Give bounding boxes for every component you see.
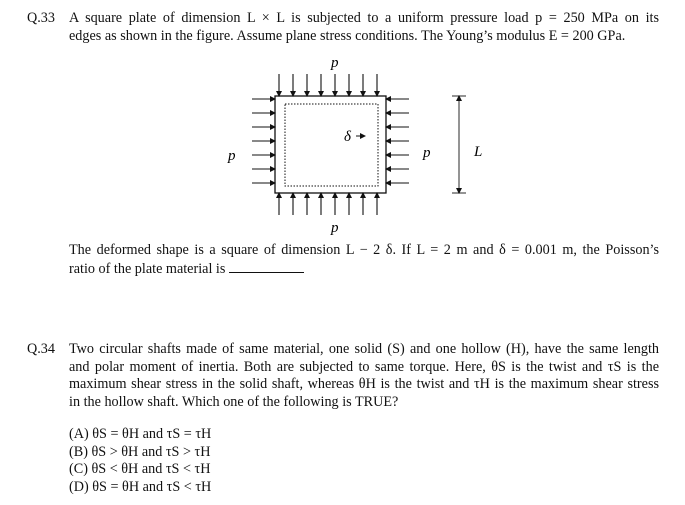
label-delta: δ — [344, 129, 351, 145]
question-line: maximum shear stress in the solid shaft, whereas θH is the twist and τH is the maximum shear stress — [69, 376, 659, 392]
answer-blank[interactable] — [229, 260, 304, 273]
question-number: Q.34 — [27, 341, 55, 357]
left-load-arrows — [252, 99, 275, 183]
question-line: The deformed shape is a square of dimension L − 2 δ. If L = 2 m and δ = 0.001 m, the Poisson’s — [69, 242, 659, 258]
option-a[interactable]: (A) θS = θH and τS = τH — [69, 426, 212, 442]
question-33-continuation — [69, 242, 659, 278]
plate-outline — [275, 96, 386, 193]
label-p-top: p — [331, 55, 339, 71]
option-c[interactable]: (C) θS < θH and τS < τH — [69, 461, 211, 477]
label-p-left: p — [228, 148, 236, 164]
question-line: edges as shown in the figure. Assume plane stress conditions. The Young’s modulus E = 200 GPa. — [69, 27, 626, 44]
question-line: A square plate of dimension L × L is subjected to a uniform pressure load p = 250 MPa on its — [69, 10, 659, 26]
question-line: ratio of the plate material is — [69, 260, 226, 277]
question-line: and polar moment of inertia. Both are subjected to same torque. Here, θS is the twist and τS is the — [69, 358, 659, 375]
label-p-right: p — [423, 145, 431, 161]
label-p-bottom: p — [331, 220, 339, 236]
question-number: Q.33 — [27, 10, 55, 26]
question-line: in the hollow shaft. Which one of the following is TRUE? — [69, 393, 399, 410]
top-load-arrows — [279, 74, 377, 96]
dimension-L — [452, 96, 466, 193]
question-line: Two circular shafts made of same material, one solid (S) and one hollow (H), have the same length — [69, 341, 659, 357]
question-text — [69, 341, 659, 411]
option-d[interactable]: (D) θS = θH and τS < τH — [69, 478, 212, 495]
label-L: L — [474, 144, 483, 160]
option-b[interactable]: (B) θS > θH and τS > τH — [69, 443, 211, 460]
answer-options — [69, 426, 659, 496]
right-load-arrows — [386, 99, 409, 183]
question-line-with-blank — [69, 260, 659, 279]
bottom-load-arrows — [279, 193, 377, 215]
deformed-shape — [285, 104, 378, 186]
